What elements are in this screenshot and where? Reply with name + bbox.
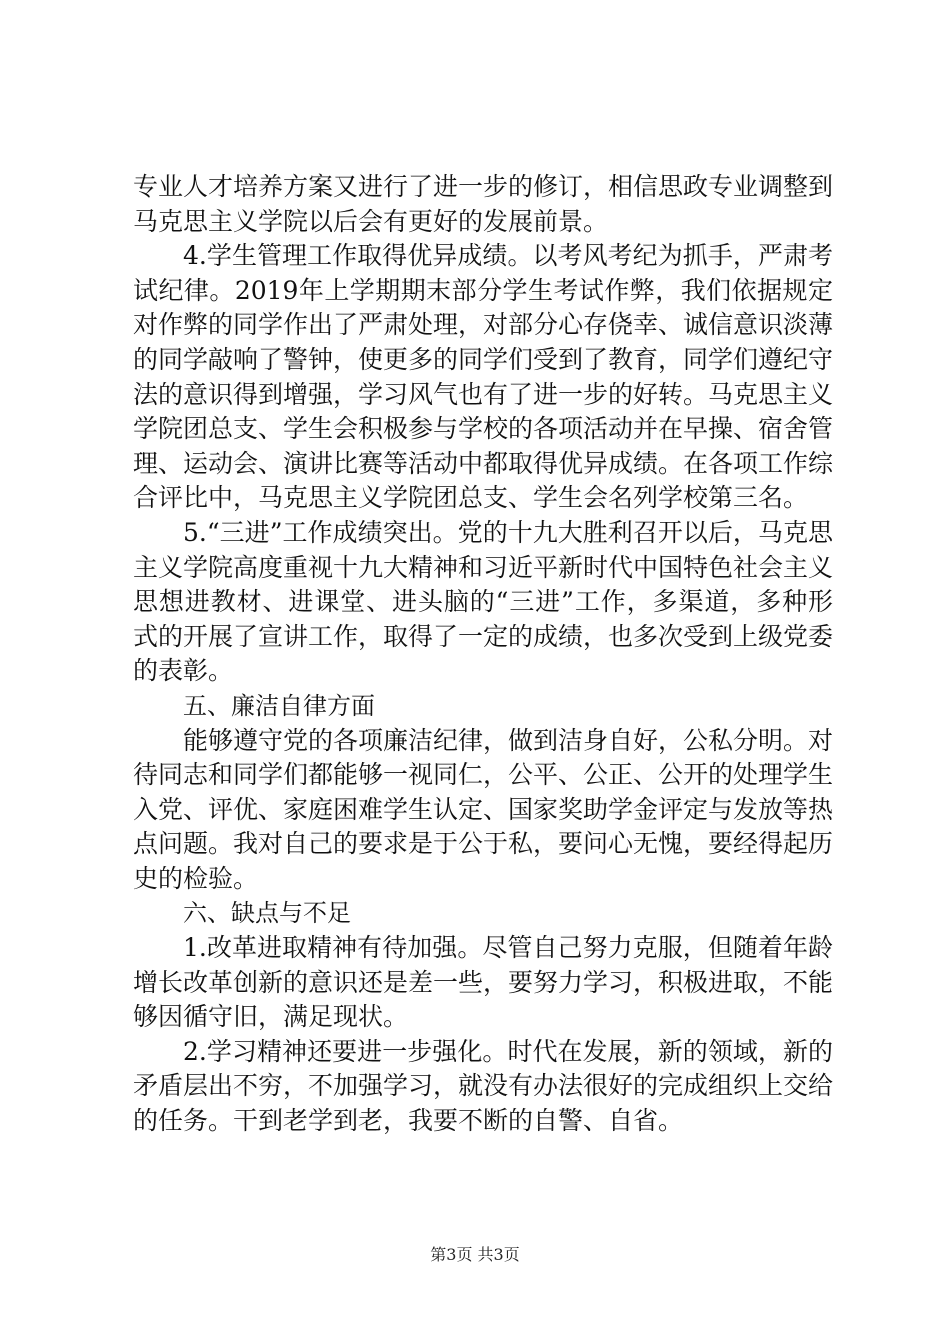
document-body xyxy=(133,170,833,1139)
page-number-label: 第3页 共3页 xyxy=(430,1245,520,1264)
paragraph-shortcoming-1: 1.改革进取精神有待加强。尽管自己努力克服，但随着年龄增长改革创新的意识还是差一些，要努力学习，积极进取，不能够因循守旧，满足现状。 xyxy=(133,933,834,1032)
page-footer xyxy=(0,1245,950,1265)
paragraph-item-5: 5.“三进”工作成绩突出。党的十九大胜利召开以后，马克思主义学院高度重视十九大精神和习近平新时代中国特色社会主义思想进教材、进课堂、进头脑的“三进”工作，多渠道，多种形式的开展了宣讲工作，取得了一定的成绩，也多次受到上级党委的表彰。 xyxy=(133,517,834,686)
paragraph-integrity: 能够遵守党的各项廉洁纪律，做到洁身自好，公私分明。对待同志和同学们都能够一视同仁，公平、公正、公开的处理学生入党、评优、家庭困难学生认定、国家奖助学金评定与发放等热点问题。我对自己的要求是于公于私，要问心无愧，要经得起历史的检验。 xyxy=(133,725,834,893)
paragraph-continuation: 专业人才培养方案又进行了进一步的修订，相信思政专业调整到马克思主义学院以后会有更好的发展前景。 xyxy=(133,172,834,236)
section-heading-six: 六、缺点与不足 xyxy=(183,899,351,928)
paragraph-shortcoming-2: 2.学习精神还要进一步强化。时代在发展，新的领域，新的矛盾层出不穷，不加强学习，就没有办法很好的完成组织上交给的任务。干到老学到老，我要不断的自警、自省。 xyxy=(133,1036,834,1136)
section-heading-five: 五、廉洁自律方面 xyxy=(183,691,375,720)
paragraph-item-4: 4.学生管理工作取得优异成绩。以考风考纪为抓手，严肃考试纪律。2019年上学期期末部分学生考试作弊，我们依据规定对作弊的同学作出了严肃处理，对部分心存侥幸、诚信意识淡薄的同学敲响了警钟，使更多的同学们受到了教育，同学们遵纪守法的意识得到增强，学习风气也有了进一步的好转。马克思主义学院团总支、学生会积极参与学校的各项活动并在早操、宿舍管理、运动会、演讲比赛等活动中都取得优异成绩。在各项工作综合评比中，马克思主义学院团总支、学生会名列学校第三名。 xyxy=(133,241,834,513)
